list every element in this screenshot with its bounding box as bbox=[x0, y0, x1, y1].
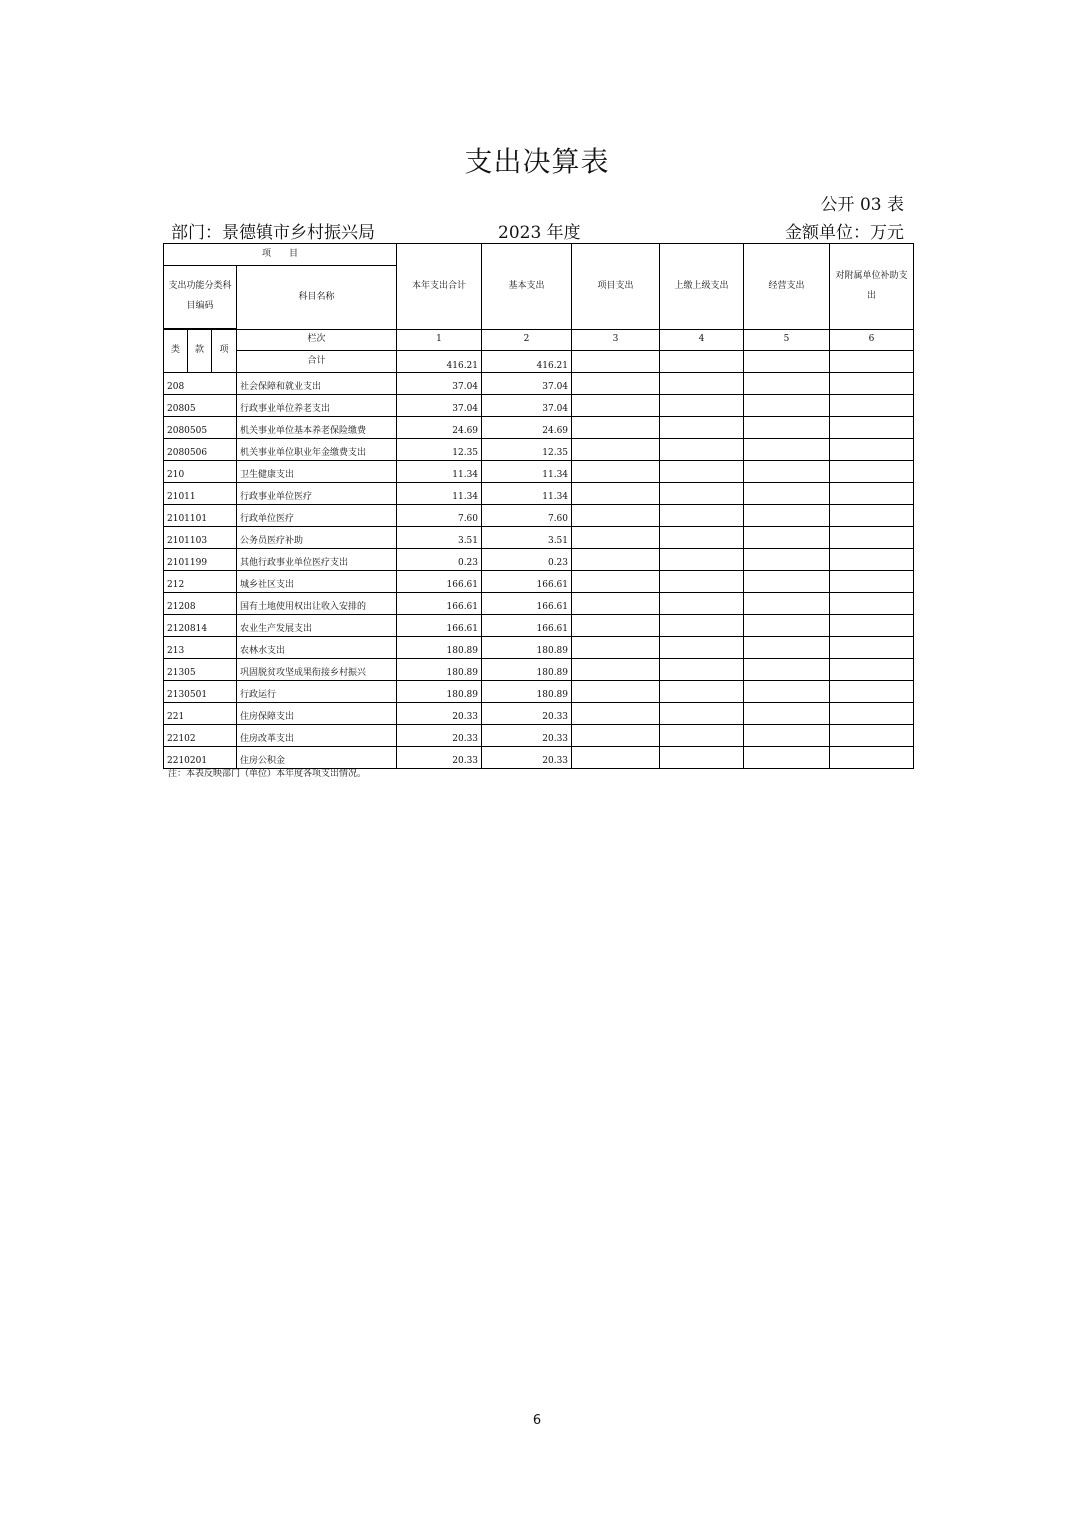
table-note: 注：本表反映部门（单位）本年度各项支出情况。 bbox=[168, 769, 367, 779]
row-subject-name: 社会保障和就业支出 bbox=[237, 373, 397, 395]
table-header bbox=[164, 244, 914, 373]
row-total: 37.04 bbox=[397, 373, 482, 395]
empty-cell bbox=[660, 417, 744, 439]
row-subject-name: 住房公积金 bbox=[237, 747, 397, 769]
row-basic: 37.04 bbox=[482, 395, 572, 417]
page-title: 支出决算表 bbox=[464, 145, 610, 178]
empty-cell bbox=[744, 373, 830, 395]
empty-cell bbox=[744, 571, 830, 593]
empty-cell bbox=[830, 725, 914, 747]
empty-cell bbox=[744, 527, 830, 549]
row-total: 166.61 bbox=[397, 593, 482, 615]
table-row bbox=[164, 571, 914, 593]
header-lei: 类 bbox=[164, 330, 188, 373]
empty-cell bbox=[572, 615, 660, 637]
row-code: 2130501 bbox=[164, 681, 237, 703]
empty-cell bbox=[572, 637, 660, 659]
empty-cell bbox=[744, 703, 830, 725]
table-row bbox=[164, 395, 914, 417]
header-col-subsidy: 对附属单位补助支出 bbox=[830, 244, 914, 330]
row-basic: 3.51 bbox=[482, 527, 572, 549]
row-code: 21208 bbox=[164, 593, 237, 615]
row-total: 3.51 bbox=[397, 527, 482, 549]
empty-cell bbox=[744, 483, 830, 505]
total-basic: 416.21 bbox=[482, 351, 572, 373]
table-row bbox=[164, 373, 914, 395]
row-subject-name: 公务员医疗补助 bbox=[237, 527, 397, 549]
col-number-6: 6 bbox=[830, 330, 914, 351]
row-total: 11.34 bbox=[397, 461, 482, 483]
empty-cell bbox=[572, 439, 660, 461]
row-total: 0.23 bbox=[397, 549, 482, 571]
row-basic: 37.04 bbox=[482, 373, 572, 395]
empty-cell bbox=[830, 527, 914, 549]
empty-cell bbox=[744, 615, 830, 637]
empty-cell bbox=[744, 395, 830, 417]
header-col-remit: 上缴上级支出 bbox=[660, 244, 744, 330]
row-code: 2101199 bbox=[164, 549, 237, 571]
department-label: 部门：景德镇市乡村振兴局 bbox=[171, 223, 375, 243]
empty-cell bbox=[830, 659, 914, 681]
empty-cell bbox=[830, 549, 914, 571]
table-row bbox=[164, 439, 914, 461]
table-row bbox=[164, 659, 914, 681]
row-code: 2080505 bbox=[164, 417, 237, 439]
empty-cell bbox=[744, 417, 830, 439]
empty-cell bbox=[572, 747, 660, 769]
empty-cell bbox=[830, 483, 914, 505]
row-total: 180.89 bbox=[397, 659, 482, 681]
empty-cell bbox=[572, 483, 660, 505]
row-basic: 20.33 bbox=[482, 703, 572, 725]
header-code-group: 支出功能分类科目编码 bbox=[164, 266, 237, 329]
empty-cell bbox=[660, 549, 744, 571]
empty-cell bbox=[572, 593, 660, 615]
table-row bbox=[164, 505, 914, 527]
empty-cell bbox=[660, 703, 744, 725]
row-code: 2080506 bbox=[164, 439, 237, 461]
row-code: 213 bbox=[164, 637, 237, 659]
empty-cell bbox=[830, 571, 914, 593]
header-subject-name: 科目名称 bbox=[237, 266, 397, 330]
row-code: 2101101 bbox=[164, 505, 237, 527]
empty-cell bbox=[660, 571, 744, 593]
empty-cell bbox=[660, 615, 744, 637]
row-subject-name: 其他行政事业单位医疗支出 bbox=[237, 549, 397, 571]
empty-cell bbox=[660, 637, 744, 659]
row-total: 7.60 bbox=[397, 505, 482, 527]
empty-cell bbox=[660, 725, 744, 747]
row-total: 24.69 bbox=[397, 417, 482, 439]
row-total: 11.34 bbox=[397, 483, 482, 505]
empty-cell bbox=[830, 637, 914, 659]
row-code: 212 bbox=[164, 571, 237, 593]
page-number: 6 bbox=[532, 1413, 542, 1428]
header-col-total: 本年支出合计 bbox=[397, 244, 482, 330]
total-amount: 416.21 bbox=[397, 351, 482, 373]
col-number-1: 1 bbox=[397, 330, 482, 351]
empty-cell bbox=[572, 681, 660, 703]
empty-cell bbox=[744, 659, 830, 681]
row-total: 180.89 bbox=[397, 681, 482, 703]
row-basic: 20.33 bbox=[482, 725, 572, 747]
empty-cell bbox=[744, 725, 830, 747]
row-code: 21305 bbox=[164, 659, 237, 681]
empty-cell bbox=[572, 461, 660, 483]
row-code: 20805 bbox=[164, 395, 237, 417]
row-subject-name: 行政事业单位养老支出 bbox=[237, 395, 397, 417]
table-row bbox=[164, 483, 914, 505]
empty-cell bbox=[572, 703, 660, 725]
empty-cell bbox=[660, 593, 744, 615]
row-subject-name: 行政单位医疗 bbox=[237, 505, 397, 527]
header-kuan: 款 bbox=[188, 330, 212, 373]
empty-cell bbox=[830, 681, 914, 703]
table-row bbox=[164, 417, 914, 439]
empty-cell bbox=[744, 505, 830, 527]
empty-cell bbox=[830, 373, 914, 395]
header-item: 项 目 bbox=[164, 244, 397, 266]
empty-cell bbox=[744, 439, 830, 461]
table-row bbox=[164, 593, 914, 615]
empty-cell bbox=[660, 681, 744, 703]
empty-cell bbox=[830, 461, 914, 483]
row-total: 180.89 bbox=[397, 637, 482, 659]
row-basic: 180.89 bbox=[482, 681, 572, 703]
empty-cell bbox=[830, 593, 914, 615]
fiscal-year: 2023 年度 bbox=[498, 223, 581, 243]
row-subject-name: 行政运行 bbox=[237, 681, 397, 703]
row-basic: 20.33 bbox=[482, 747, 572, 769]
row-subject-name: 卫生健康支出 bbox=[237, 461, 397, 483]
row-basic: 0.23 bbox=[482, 549, 572, 571]
row-subject-name: 农林水支出 bbox=[237, 637, 397, 659]
row-code: 2210201 bbox=[164, 747, 237, 769]
empty-cell bbox=[744, 681, 830, 703]
table-row bbox=[164, 703, 914, 725]
empty-cell bbox=[744, 461, 830, 483]
empty-cell bbox=[830, 703, 914, 725]
row-total: 20.33 bbox=[397, 747, 482, 769]
table-row bbox=[164, 615, 914, 637]
empty-cell bbox=[660, 659, 744, 681]
row-basic: 7.60 bbox=[482, 505, 572, 527]
empty-cell bbox=[660, 747, 744, 769]
table-body bbox=[164, 373, 914, 769]
row-total: 166.61 bbox=[397, 571, 482, 593]
row-code: 22102 bbox=[164, 725, 237, 747]
row-code: 2101103 bbox=[164, 527, 237, 549]
row-subject-name: 国有土地使用权出让收入安排的 bbox=[237, 593, 397, 615]
row-basic: 180.89 bbox=[482, 637, 572, 659]
header-xiang: 项 bbox=[212, 330, 237, 373]
empty-cell bbox=[572, 373, 660, 395]
row-subject-name: 巩固脱贫攻坚成果衔接乡村振兴 bbox=[237, 659, 397, 681]
table-row bbox=[164, 461, 914, 483]
empty-cell bbox=[660, 505, 744, 527]
col-number-5: 5 bbox=[744, 330, 830, 351]
header-col-business: 经营支出 bbox=[744, 244, 830, 330]
row-basic: 11.34 bbox=[482, 461, 572, 483]
header-col-project: 项目支出 bbox=[572, 244, 660, 330]
row-subject-name: 住房改革支出 bbox=[237, 725, 397, 747]
empty-cell bbox=[744, 549, 830, 571]
col-number-2: 2 bbox=[482, 330, 572, 351]
header-col-index: 栏次 bbox=[237, 330, 397, 351]
row-subject-name: 机关事业单位基本养老保险缴费 bbox=[237, 417, 397, 439]
row-basic: 166.61 bbox=[482, 615, 572, 637]
row-subject-name: 住房保障支出 bbox=[237, 703, 397, 725]
empty-cell bbox=[660, 527, 744, 549]
row-basic: 180.89 bbox=[482, 659, 572, 681]
row-subject-name: 机关事业单位职业年金缴费支出 bbox=[237, 439, 397, 461]
table-row bbox=[164, 637, 914, 659]
empty-cell bbox=[744, 637, 830, 659]
row-code: 221 bbox=[164, 703, 237, 725]
empty-cell bbox=[830, 439, 914, 461]
row-code: 208 bbox=[164, 373, 237, 395]
empty-cell bbox=[830, 395, 914, 417]
row-total: 166.61 bbox=[397, 615, 482, 637]
row-code: 210 bbox=[164, 461, 237, 483]
row-total: 20.33 bbox=[397, 725, 482, 747]
header-col-basic: 基本支出 bbox=[482, 244, 572, 330]
empty-cell bbox=[660, 461, 744, 483]
table-row bbox=[164, 549, 914, 571]
table-number: 公开 03 表 bbox=[820, 195, 904, 215]
row-code: 2120814 bbox=[164, 615, 237, 637]
row-basic: 11.34 bbox=[482, 483, 572, 505]
row-basic: 166.61 bbox=[482, 571, 572, 593]
row-basic: 12.35 bbox=[482, 439, 572, 461]
empty-cell bbox=[572, 659, 660, 681]
empty-cell bbox=[572, 725, 660, 747]
col-number-4: 4 bbox=[660, 330, 744, 351]
empty-cell bbox=[572, 417, 660, 439]
empty-cell bbox=[744, 593, 830, 615]
empty-cell bbox=[744, 747, 830, 769]
empty-cell bbox=[660, 373, 744, 395]
empty-cell bbox=[572, 527, 660, 549]
row-subject-name: 行政事业单位医疗 bbox=[237, 483, 397, 505]
table-row bbox=[164, 681, 914, 703]
empty-cell bbox=[830, 615, 914, 637]
empty-cell bbox=[830, 417, 914, 439]
row-basic: 166.61 bbox=[482, 593, 572, 615]
table-row bbox=[164, 527, 914, 549]
empty-cell bbox=[572, 571, 660, 593]
row-total: 37.04 bbox=[397, 395, 482, 417]
empty-cell bbox=[660, 395, 744, 417]
empty-cell bbox=[660, 483, 744, 505]
row-subject-name: 城乡社区支出 bbox=[237, 571, 397, 593]
row-basic: 24.69 bbox=[482, 417, 572, 439]
empty-cell bbox=[572, 505, 660, 527]
empty-cell bbox=[572, 549, 660, 571]
empty-cell bbox=[830, 747, 914, 769]
expenditure-table bbox=[163, 243, 914, 769]
empty-cell bbox=[660, 439, 744, 461]
empty-cell bbox=[572, 395, 660, 417]
row-total: 20.33 bbox=[397, 703, 482, 725]
total-label: 合计 bbox=[237, 351, 397, 373]
table-row bbox=[164, 725, 914, 747]
empty-cell bbox=[830, 505, 914, 527]
row-code: 21011 bbox=[164, 483, 237, 505]
col-number-3: 3 bbox=[572, 330, 660, 351]
amount-unit: 金额单位：万元 bbox=[785, 223, 904, 243]
row-total: 12.35 bbox=[397, 439, 482, 461]
row-subject-name: 农业生产发展支出 bbox=[237, 615, 397, 637]
